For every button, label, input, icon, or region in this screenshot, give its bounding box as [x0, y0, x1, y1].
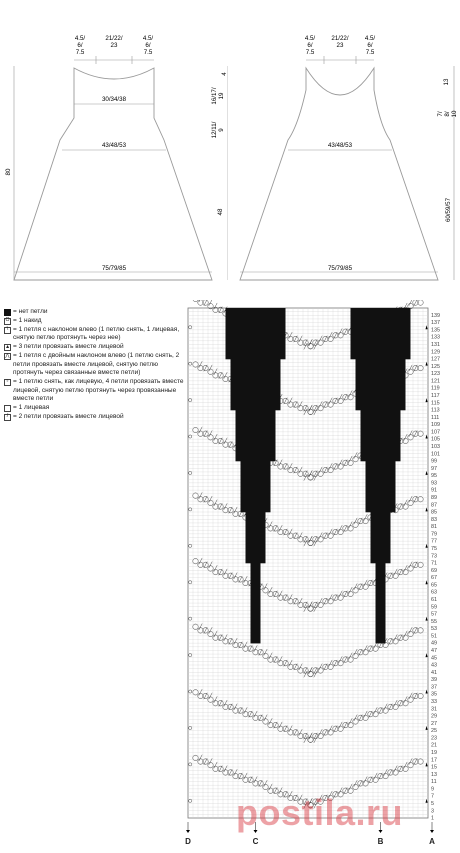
section-label: D	[185, 837, 191, 846]
row-number-label: 83	[431, 516, 437, 523]
row-number-label: 81	[431, 524, 437, 531]
dim-line: 4.5/	[74, 35, 86, 42]
section-label: B	[377, 837, 384, 846]
row-number-label: 3	[431, 808, 434, 815]
no-stitch-icon	[4, 309, 11, 316]
row-number-label: 13	[431, 771, 437, 778]
legend-item-double-decrease	[4, 352, 184, 377]
knitting-chart-svg	[182, 300, 460, 848]
watermark-logo: postila.ru	[236, 792, 404, 833]
row-number-label: 17	[431, 757, 437, 764]
row-number-label: 63	[431, 589, 437, 596]
section-marker-arrow	[186, 830, 190, 833]
section-label: A	[429, 837, 435, 846]
no-stitch-block	[361, 410, 401, 461]
row-number-label: 53	[431, 626, 437, 633]
row-number-label: 67	[431, 575, 437, 582]
row-number-label: 59	[431, 604, 437, 611]
row-number-label: 99	[431, 458, 437, 465]
legend-text: = 1 петля с двойным наклоном влево (1 петлю снять, 2 петли провязать вместе лицевой, снятую петлю протянуть через связанные вместе петли)	[13, 352, 180, 377]
legend-item-k2tog	[4, 413, 184, 421]
dim-line: 4.5/	[142, 35, 154, 42]
dim-line: 21/22/	[331, 35, 349, 42]
legend-text: = 2 петли провязать вместе лицевой	[13, 413, 124, 421]
row-number-label: 55	[431, 618, 437, 625]
no-stitch-block	[366, 461, 396, 512]
row-number-label: 119	[431, 385, 440, 392]
dim-line: 23	[110, 42, 118, 49]
dim-line: 7.5	[75, 49, 85, 56]
row-number-label: 121	[431, 378, 440, 385]
dim-line: 10	[451, 110, 458, 118]
legend-item-five-decrease	[4, 378, 184, 403]
dim-shoulder-right-back	[365, 35, 376, 56]
decrease-mark	[209, 300, 212, 306]
dim-line: 7.5	[365, 49, 375, 56]
row-number-label: 87	[431, 502, 437, 509]
row-number-label: 137	[431, 320, 440, 327]
dim-waist-width-back: 43/48/53	[327, 142, 353, 149]
row-number-label: 133	[431, 334, 440, 341]
legend-item-no-stitch	[4, 308, 184, 316]
no-stitch-block	[231, 359, 281, 410]
dim-side-lower: 48	[217, 208, 224, 216]
dim-inner-width: 30/34/38	[101, 96, 127, 103]
row-number-label: 77	[431, 538, 437, 545]
legend-text: = нет петли	[13, 308, 48, 315]
row-number-label: 105	[431, 436, 440, 443]
no-stitch-block	[241, 461, 271, 512]
dim-line: 6/	[77, 42, 83, 49]
row-number-label: 71	[431, 560, 437, 567]
row-number-label: 129	[431, 349, 440, 356]
row-number-label: 45	[431, 655, 437, 662]
no-stitch-block	[226, 308, 286, 359]
row-number-label: 61	[431, 597, 437, 604]
row-number-label: 35	[431, 691, 437, 698]
knit-stitch-icon	[4, 405, 11, 412]
dim-neck-back	[331, 35, 348, 49]
legend-text: = 1 петлю снять, как лицевую, 4 петли провязать вместе лицевой, снятую петлю протянуть через провязанные вместе петли	[13, 378, 184, 403]
dim-line: 6/	[307, 42, 313, 49]
legend-item-ssk	[4, 326, 184, 343]
dim-side-lower-back: 60/59/57	[445, 197, 452, 223]
legend-text: = 3 петли провязать вместе лицевой	[13, 343, 124, 351]
dim-shoulder-left	[75, 35, 86, 56]
legend-text: = 1 лицевая	[13, 404, 50, 412]
row-number-label: 139	[431, 312, 440, 319]
no-stitch-block	[246, 512, 266, 563]
row-number-label: 25	[431, 728, 437, 735]
no-stitch-block	[356, 359, 406, 410]
row-number-label: 135	[431, 327, 440, 334]
dim-line: 4.5/	[364, 35, 376, 42]
row-number-label: 5	[431, 801, 434, 808]
row-number-label: 7	[431, 793, 434, 800]
yarn-over-mark	[198, 300, 203, 305]
dim-waist-width: 43/48/53	[101, 142, 127, 149]
no-stitch-block	[371, 512, 391, 563]
dim-total-height: 80	[5, 168, 12, 176]
dim-line: 19	[218, 92, 225, 100]
yarn-over-mark	[193, 300, 198, 302]
row-number-label: 91	[431, 487, 437, 494]
row-number-label: 47	[431, 648, 437, 655]
row-number-label: 115	[431, 400, 440, 407]
dim-shoulder-right	[143, 35, 154, 56]
chart-legend	[4, 308, 184, 422]
row-number-label: 73	[431, 553, 437, 560]
row-number-label: 75	[431, 546, 437, 553]
dim-line: 9	[218, 128, 225, 132]
row-number-label: 57	[431, 611, 437, 618]
section-marker-arrow	[430, 830, 434, 833]
dim-neck	[105, 35, 122, 49]
yarn-over-mark	[418, 300, 423, 305]
schematic-back	[228, 0, 460, 292]
section-label: C	[252, 837, 259, 846]
dim-line: 7.5	[143, 49, 153, 56]
row-number-label: 93	[431, 480, 437, 487]
row-number-label: 51	[431, 633, 437, 640]
row-number-label: 97	[431, 465, 437, 472]
row-number-label: 109	[431, 422, 440, 429]
row-number-label: 85	[431, 509, 437, 516]
row-number-label: 9	[431, 786, 434, 793]
dim-line: 12/11/	[211, 121, 218, 139]
no-stitch-block	[251, 563, 261, 643]
row-number-label: 27	[431, 720, 437, 727]
dim-hem-width-back: 75/79/85	[327, 265, 353, 272]
row-number-label: 127	[431, 356, 440, 363]
double-decrease-icon: ⋀	[5, 352, 10, 359]
row-number-label: 101	[431, 451, 440, 458]
row-number-label: 1	[431, 815, 434, 822]
schematic-front	[0, 0, 228, 292]
dim-side-mid-back	[437, 110, 458, 117]
row-number-label: 79	[431, 531, 437, 538]
dim-side-mid	[211, 121, 225, 138]
row-number-label: 15	[431, 764, 437, 771]
row-number-label: 11	[431, 779, 437, 786]
knitting-chart	[182, 300, 460, 848]
row-number-label: 107	[431, 429, 440, 436]
row-number-label: 37	[431, 684, 437, 691]
row-number-label: 125	[431, 363, 440, 370]
k2tog-icon: /	[4, 414, 11, 421]
row-number-label: 43	[431, 662, 437, 669]
dim-line: 6/	[145, 42, 151, 49]
k3tog-icon: ▲	[4, 343, 11, 350]
five-into-one-icon: ⁵	[4, 379, 11, 386]
row-number-label: 131	[431, 342, 440, 349]
left-decrease-icon: \	[4, 327, 11, 334]
dim-line: 6/	[367, 42, 373, 49]
row-number-label: 39	[431, 677, 437, 684]
dim-line: 23	[336, 42, 344, 49]
row-number-label: 89	[431, 495, 437, 502]
row-number-label: 21	[431, 742, 437, 749]
decrease-mark	[409, 300, 412, 306]
row-number-label: 113	[431, 407, 440, 414]
dim-line: 21/22/	[105, 35, 123, 42]
row-number-label: 23	[431, 735, 437, 742]
row-number-label: 29	[431, 713, 437, 720]
row-number-label: 41	[431, 669, 437, 676]
dim-side-top: 4	[221, 72, 228, 76]
row-number-label: 117	[431, 393, 440, 400]
garment-outline-back	[240, 68, 438, 280]
dim-line: 16/17/	[211, 87, 218, 105]
dim-shoulder-left-back	[305, 35, 316, 56]
dim-hem-width: 75/79/85	[101, 265, 127, 272]
row-number-label: 19	[431, 750, 437, 757]
dim-line: 7/	[437, 111, 444, 117]
legend-text: = 1 петля с наклоном влево (1 петлю снять, 1 лицевая, снятую петлю протянуть через нее)	[13, 326, 180, 342]
row-number-label: 49	[431, 640, 437, 647]
legend-item-yarn-over	[4, 317, 184, 325]
no-stitch-block	[376, 563, 386, 643]
row-number-label: 31	[431, 706, 437, 713]
dim-line: 8/	[444, 111, 451, 117]
legend-item-knit	[4, 404, 184, 412]
legend-item-k3tog	[4, 343, 184, 351]
no-stitch-block	[236, 410, 276, 461]
legend-text: = 1 накид	[13, 317, 42, 324]
row-number-label: 95	[431, 473, 437, 480]
row-number-label: 103	[431, 444, 440, 451]
dim-line: 7.5	[305, 49, 315, 56]
dim-side-upper	[211, 87, 225, 104]
yarn-over-icon: O	[5, 317, 10, 324]
row-number-label: 65	[431, 582, 437, 589]
dim-line: 4.5/	[304, 35, 316, 42]
row-number-label: 111	[431, 414, 440, 421]
no-stitch-block	[351, 308, 411, 359]
row-number-label: 33	[431, 699, 437, 706]
row-number-label: 123	[431, 371, 440, 378]
row-number-label: 69	[431, 567, 437, 574]
dim-side-top-back: 13	[443, 78, 450, 86]
